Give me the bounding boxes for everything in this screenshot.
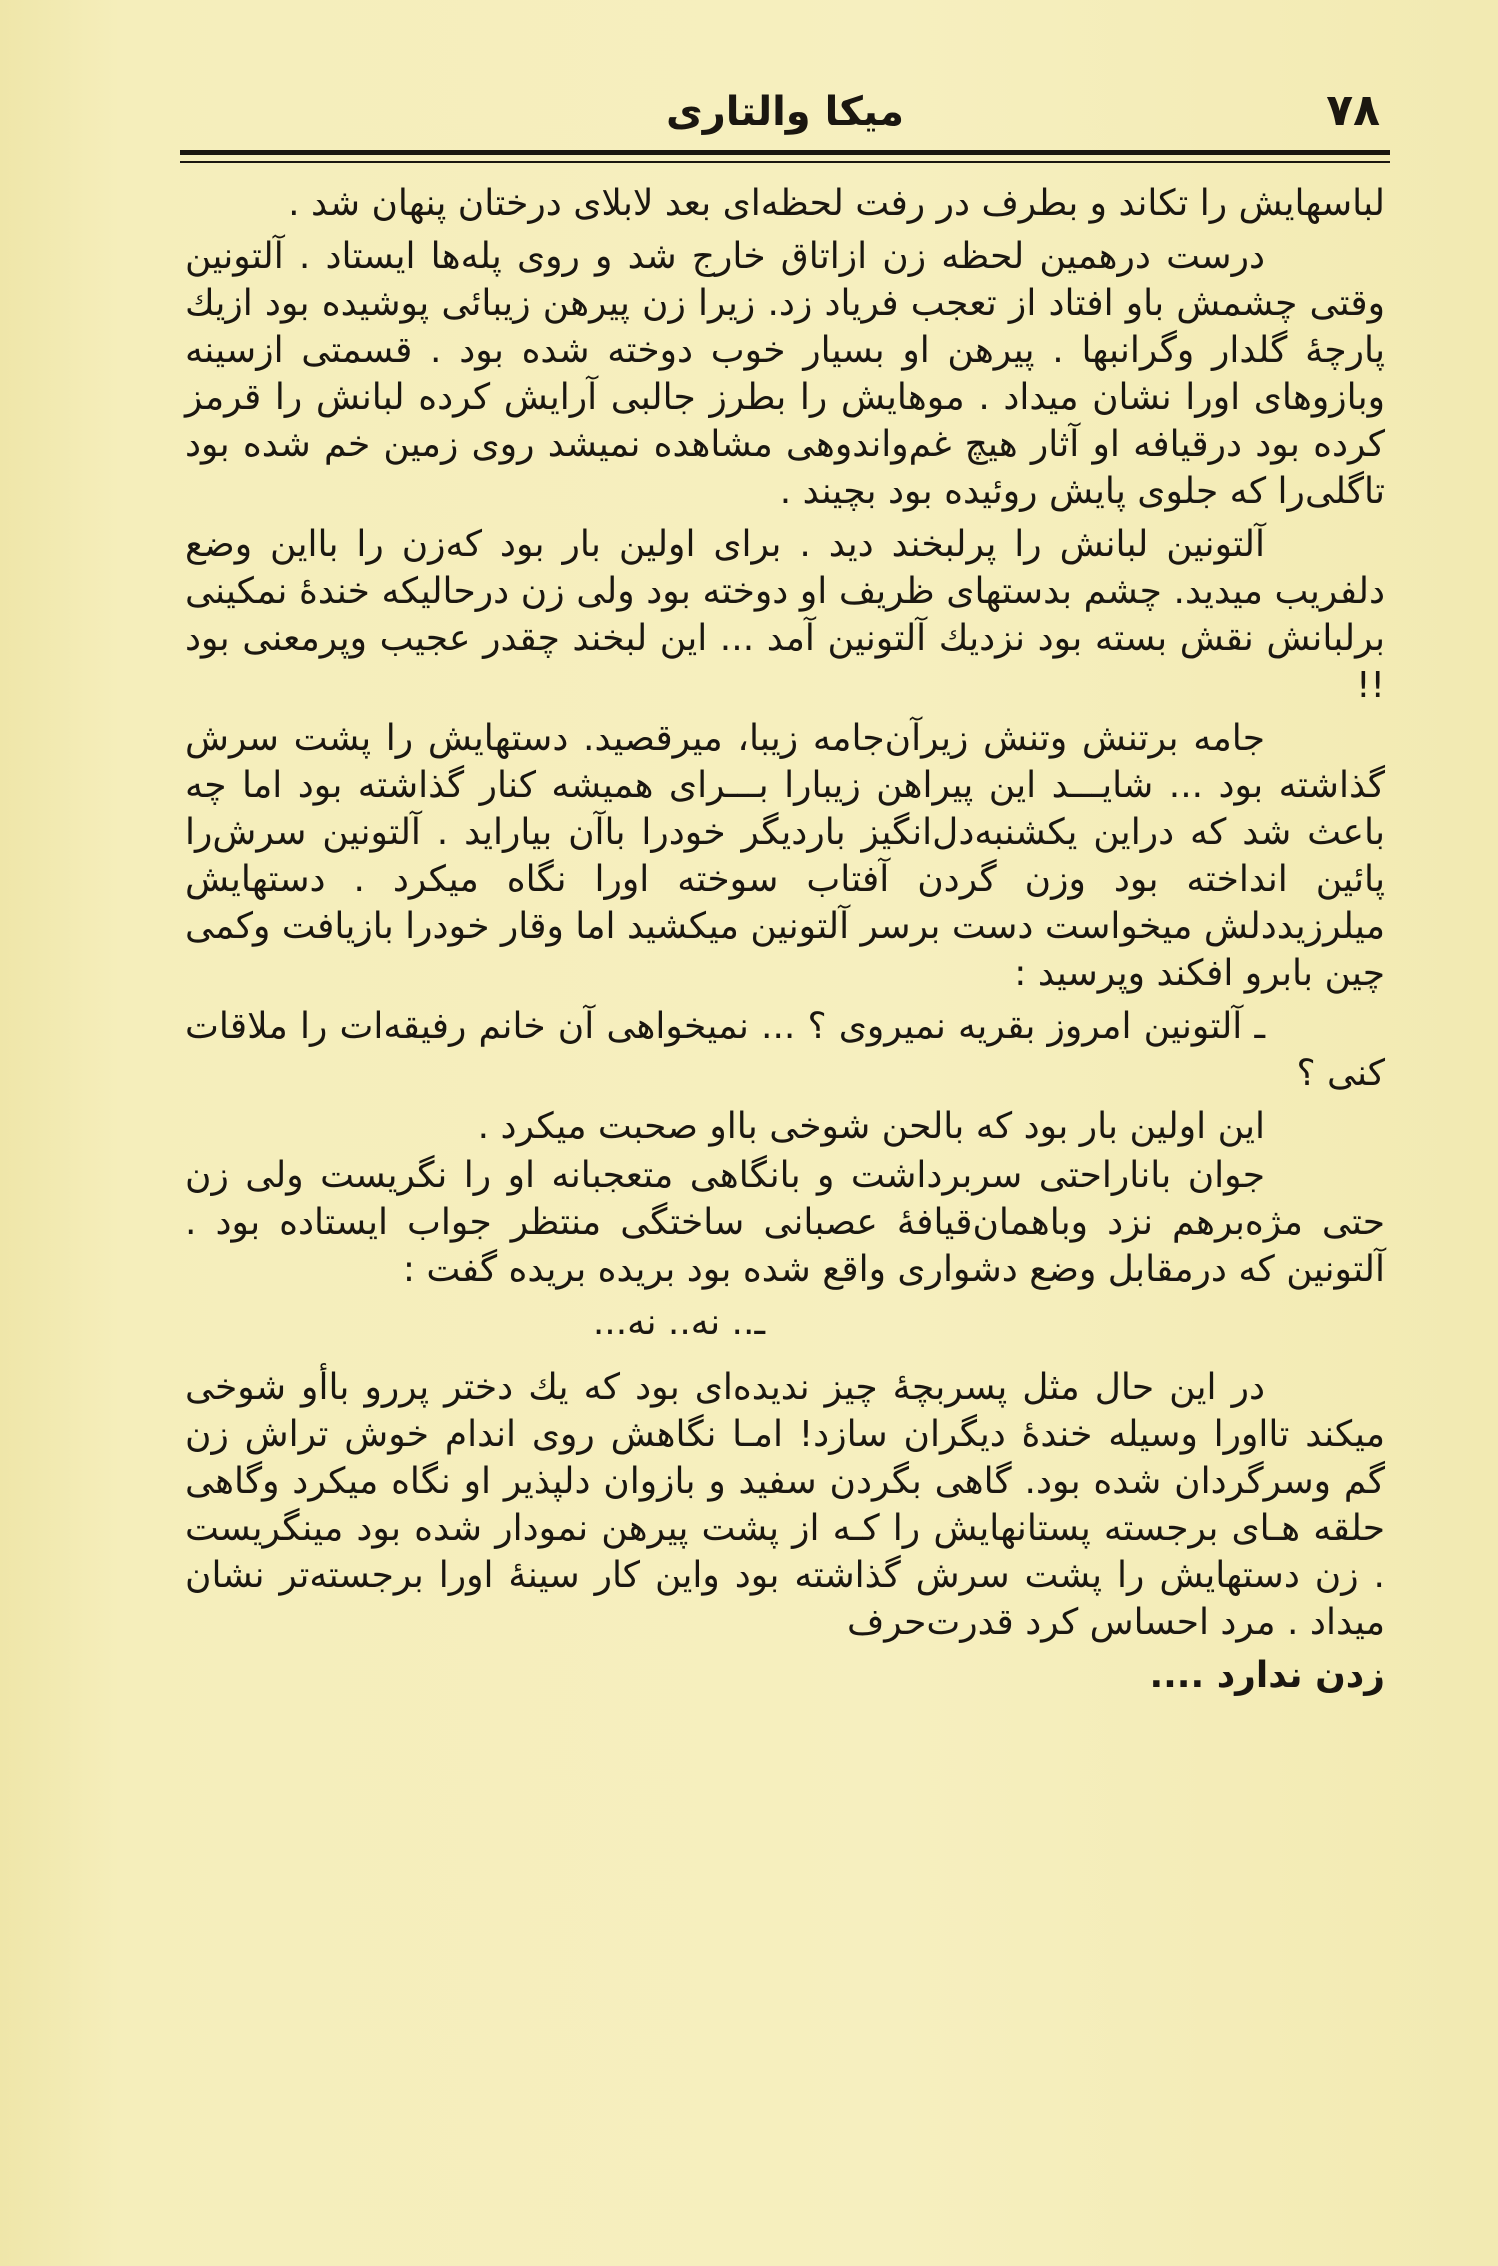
dialogue-line: ـ آلتونین امروز بقریه نمیروی ؟ ... نمیخواهی آن خانم رفیقه‌ات را ملاقات کنی ؟ — [185, 1006, 1385, 1094]
running-title: میکا والتاری — [666, 89, 904, 135]
paragraph: جوان باناراحتی سربرداشت و بانگاهی متعجبانه او را نگریست ولی زن حتی مژه‌برهم نزد وباهمان‌قیافهٔ عصبانی ساختگی منتظر جواب ایستاده بود . آلتونین که درمقابل وضع دشواری واقع شده بود بریده بریده گفت : — [185, 1155, 1385, 1290]
paragraph: در این حال مثل پسربچهٔ چیز ندیده‌ای بود که یك دختر پررو باأو شوخی میکند تااورا وسیله خندهٔ دیگران سازد! امـا نگاهش روی اندام خوش تراش زن گم وسرگردان شده بود. گاهی بگردن سفید و بازوان دلپذیر او نگاه میکرد وگاهی حلقه هـای برجسته پستانهایش را کـه از پشت پیرهن نمودار شده بود مینگریست . زن دستهایش را پشت سرش گذاشته بود واین کار سینهٔ اورا برجسته‌تر نشان میداد . مرد احساس کرد قدرت‌حرف — [185, 1367, 1385, 1643]
header-rule-thin — [180, 161, 1390, 163]
paragraph: لباسهایش را تکاند و بطرف در رفت لحظه‌ای بعد لابلای درختان پنهان شد . — [288, 183, 1385, 224]
closing-line — [185, 1652, 1385, 1699]
closing-line-text: زدن ندارد .... — [1149, 1655, 1385, 1696]
dialogue-line: ـ.. نه.. نه... — [592, 1302, 765, 1343]
page-number: ۷۸ — [1326, 85, 1380, 136]
paragraph: این اولین بار بود که بالحن شوخی بااو صحبت میکرد . — [477, 1106, 1265, 1147]
page-header — [190, 85, 1380, 145]
body-text — [185, 180, 1385, 2170]
paragraph: آلتونین لبانش را پرلبخند دید . برای اولین بار بود که‌زن را بااین وضع دلفریب میدید. چشم بدستهای ظریف او دوخته بود ولی زن درحالیکه خندهٔ نمکینی برلبانش نقش بسته بود نزدیك آلتونین آمد ... این لبخند چقدر عجیب وپرمعنی بود !! — [185, 524, 1385, 706]
paragraph: جامه برتنش وتنش زیرآن‌جامه زیبا، میرقصید. دستهایش را پشت سرش گذاشته بود ... شایـــد این پیراهن زیبارا بـــرای همیشه کنار گذاشته بود اما چه باعث شد که دراین یکشنبه‌دل‌انگیز باردیگر خودرا باآن بیاراید . آلتونین سرش‌را پائین انداخته بود وزن گردن آفتاب سوخته اورا نگاه میکرد . دستهایش میلرزیددلش میخواست دست برسر آلتونین میکشید اما وقار خودرا بازیافت وکمی چین بابرو افکند وپرسید : — [185, 718, 1385, 994]
paragraph: درست درهمین لحظه زن ازاتاق خارج شد و روی پله‌ها ایستاد . آلتونین وقتی چشمش باو افتاد از تعجب فریاد زد. زیرا زن پیرهن زیبائی پوشیده بود ازیك پارچهٔ گلدار وگرانبها . پیرهن او بسیار خوب دوخته شده بود . قسمتی ازسینه وبازوهای اورا نشان میداد . موهایش را بطرز جالبی آرایش کرده لبانش را قرمز کرده بود درقیافه او آثار هیچ غم‌واندوهی مشاهده نمیشد روی زمین خم شده بود تاگلی‌را که جلوی پایش روئیده بود بچیند . — [185, 236, 1385, 512]
header-rule-thick — [180, 150, 1390, 155]
